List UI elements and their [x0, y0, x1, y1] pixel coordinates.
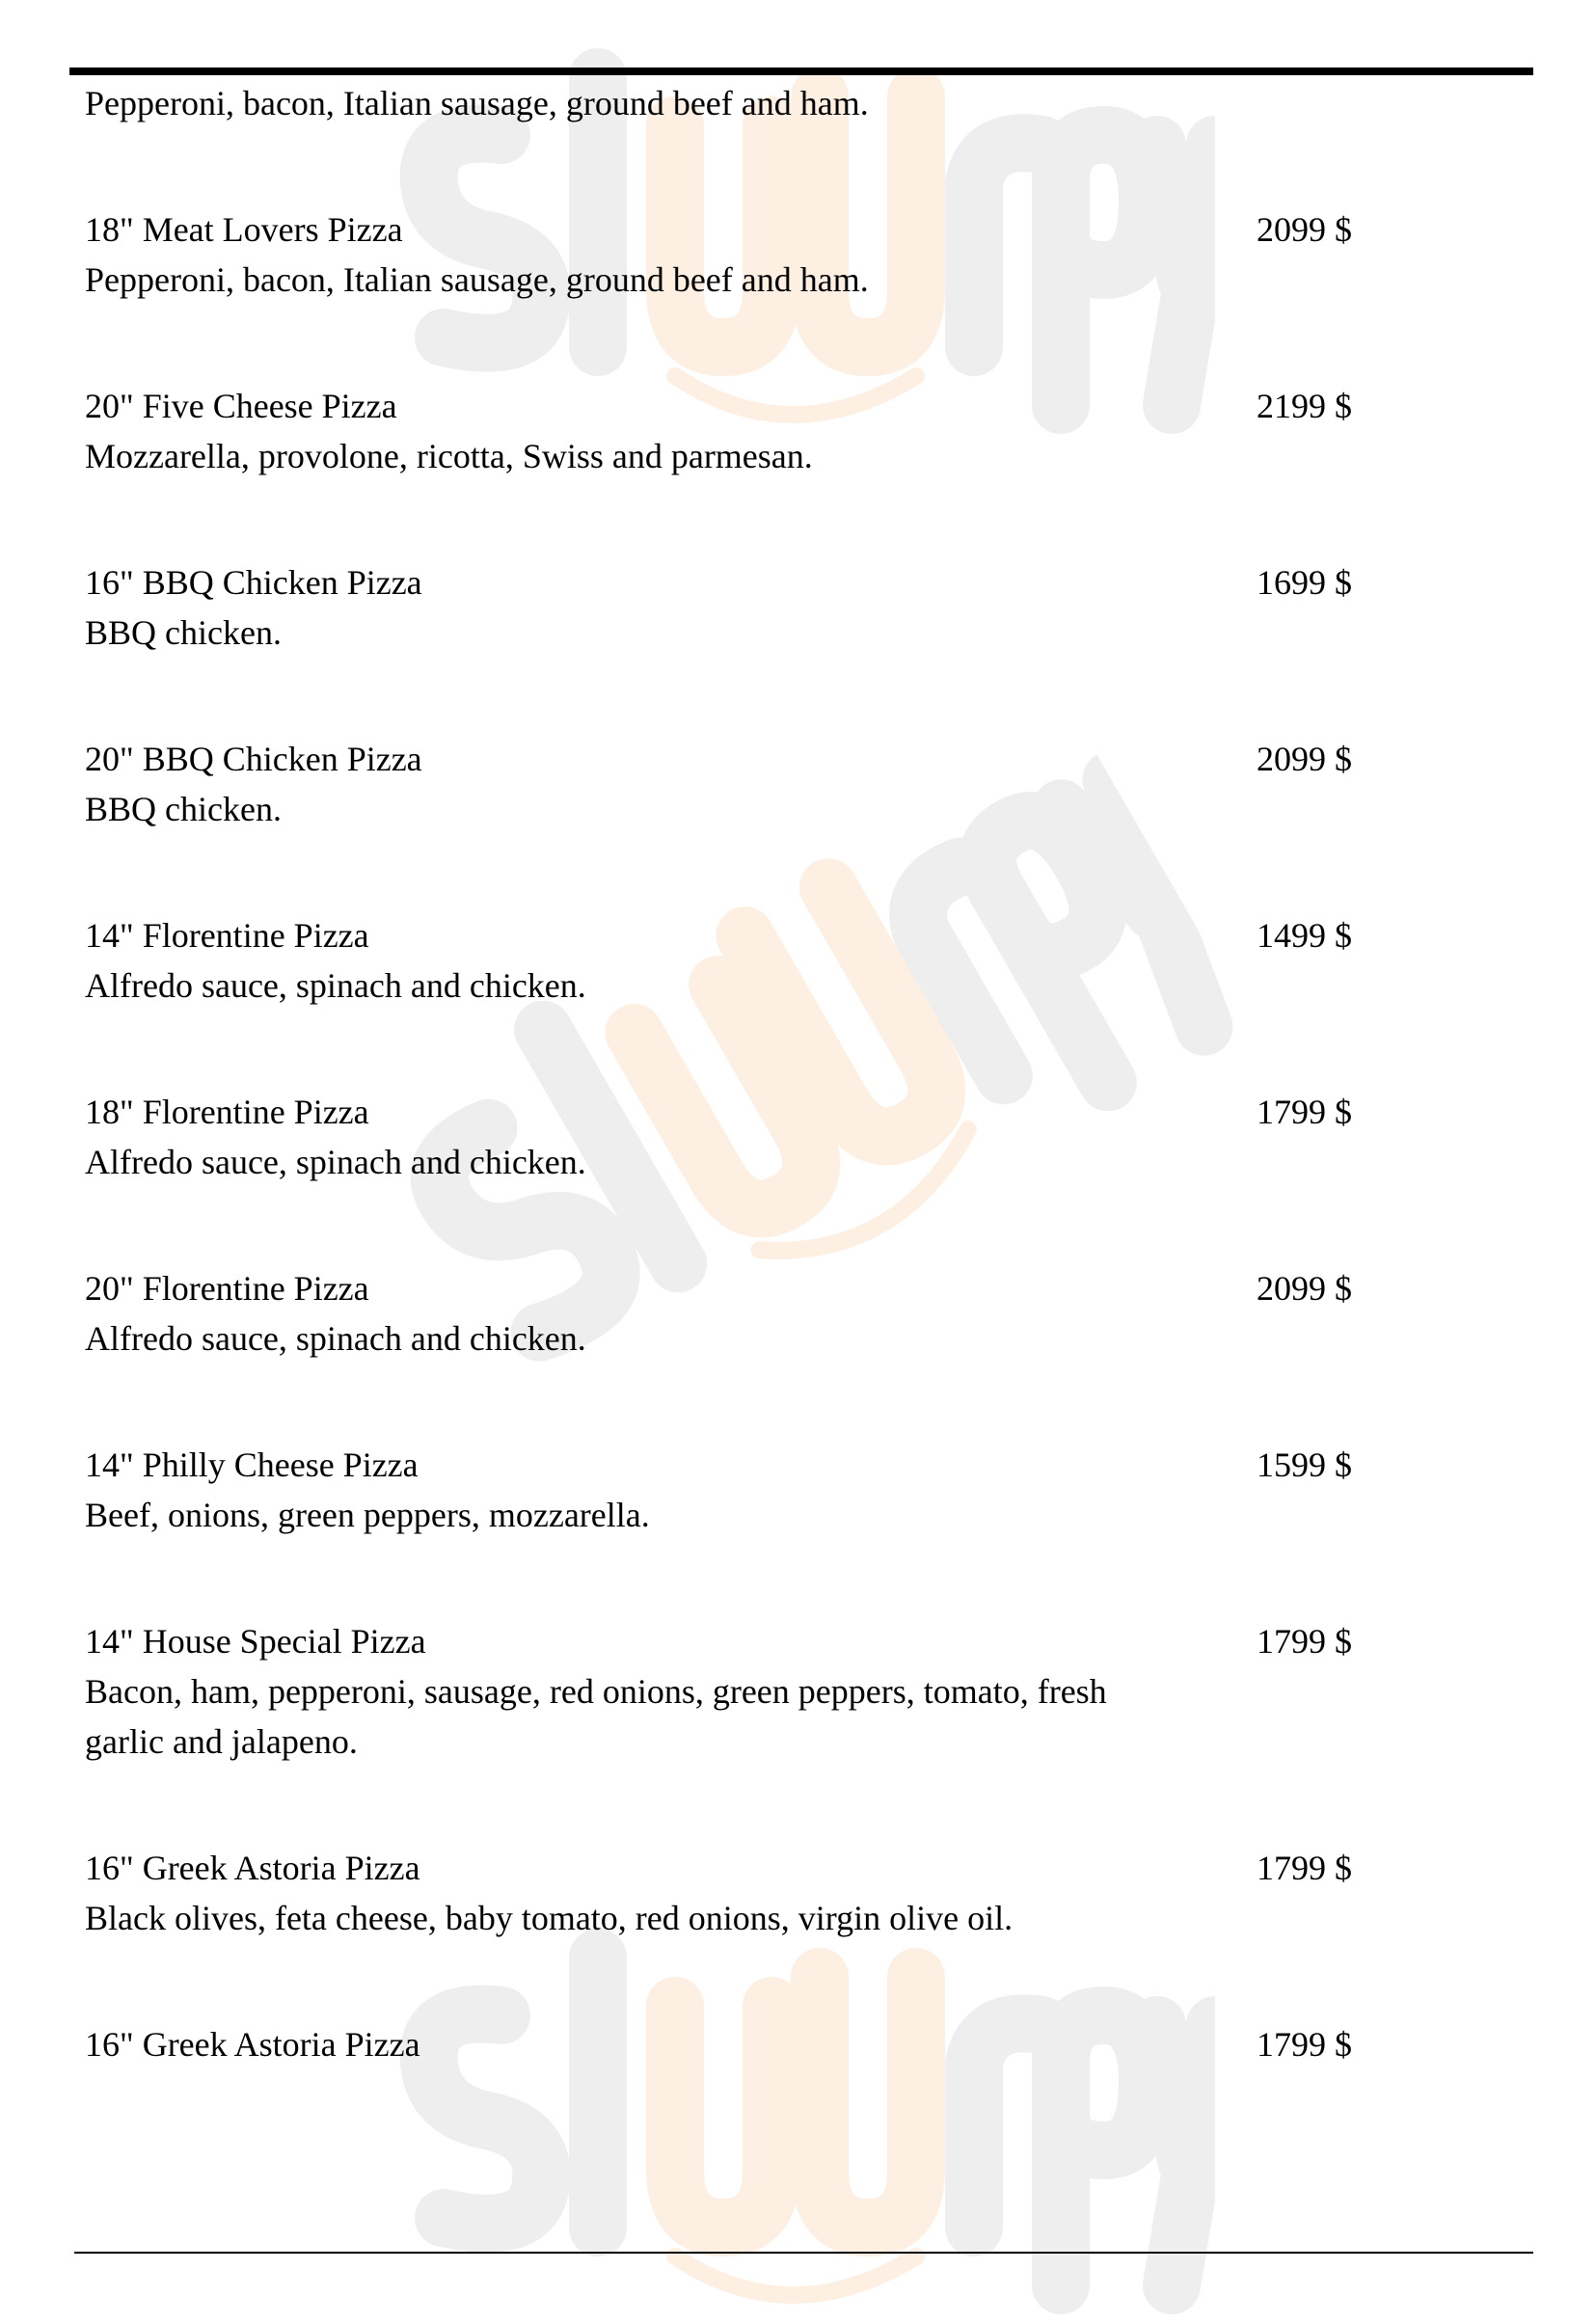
item-name: 20" Florentine Pizza [85, 1269, 369, 1308]
menu-item [85, 381, 1531, 481]
item-description: BBQ chicken. [85, 613, 282, 652]
item-name: 14" House Special Pizza [85, 1622, 426, 1661]
item-price: 2099 $ [1257, 740, 1352, 778]
item-name: 16" Greek Astoria Pizza [85, 2025, 420, 2064]
item-description: Black olives, feta cheese, baby tomato, red onions, virgin olive oil. [85, 1899, 1014, 1937]
menu-items [85, 204, 1531, 2069]
item-price: 2099 $ [1257, 1269, 1352, 1308]
item-name: 18" Meat Lovers Pizza [85, 210, 403, 249]
item-price: 2199 $ [1257, 387, 1352, 425]
item-description: Pepperoni, bacon, Italian sausage, ground beef and ham. [85, 260, 869, 299]
bottom-divider [74, 2252, 1533, 2254]
item-name: 16" Greek Astoria Pizza [85, 1849, 420, 1887]
menu-item [85, 734, 1531, 834]
item-name: 18" Florentine Pizza [85, 1093, 369, 1131]
item-description: Alfredo sauce, spinach and chicken. [85, 1143, 586, 1181]
item-name: 20" Five Cheese Pizza [85, 387, 397, 425]
item-price: 1699 $ [1257, 563, 1352, 602]
item-name: 14" Philly Cheese Pizza [85, 1446, 419, 1484]
item-name: 14" Florentine Pizza [85, 916, 369, 955]
item-description: BBQ chicken. [85, 790, 282, 828]
menu-item [85, 1087, 1531, 1187]
menu-item [85, 557, 1531, 658]
item-price: 1599 $ [1257, 1446, 1352, 1484]
menu-item [85, 1263, 1531, 1364]
item-description: Alfredo sauce, spinach and chicken. [85, 1319, 586, 1358]
item-name: 20" BBQ Chicken Pizza [85, 740, 422, 778]
item-price: 1799 $ [1257, 2025, 1352, 2064]
item-price: 1499 $ [1257, 916, 1352, 955]
menu-item [85, 1440, 1531, 1540]
item-price: 1799 $ [1257, 1622, 1352, 1661]
top-divider [69, 68, 1533, 75]
menu-list [85, 78, 1531, 2146]
item-price: 1799 $ [1257, 1093, 1352, 1131]
menu-item [85, 1843, 1531, 1943]
menu-item [85, 2019, 1531, 2069]
menu-item-continued [85, 78, 1531, 128]
item-description: Mozzarella, provolone, ricotta, Swiss and parmesan. [85, 437, 813, 475]
item-description: Pepperoni, bacon, Italian sausage, ground beef and ham. [85, 84, 869, 122]
menu-item [85, 1616, 1531, 1767]
menu-item [85, 910, 1531, 1011]
item-price: 2099 $ [1257, 210, 1352, 249]
item-price: 1799 $ [1257, 1849, 1352, 1887]
menu-item [85, 204, 1531, 305]
item-description: Beef, onions, green peppers, mozzarella. [85, 1496, 650, 1534]
item-name: 16" BBQ Chicken Pizza [85, 563, 422, 602]
item-description: Bacon, ham, pepperoni, sausage, red onions, green peppers, tomato, fresh garlic and jalapeno. [85, 1672, 1107, 1761]
item-description: Alfredo sauce, spinach and chicken. [85, 966, 586, 1005]
